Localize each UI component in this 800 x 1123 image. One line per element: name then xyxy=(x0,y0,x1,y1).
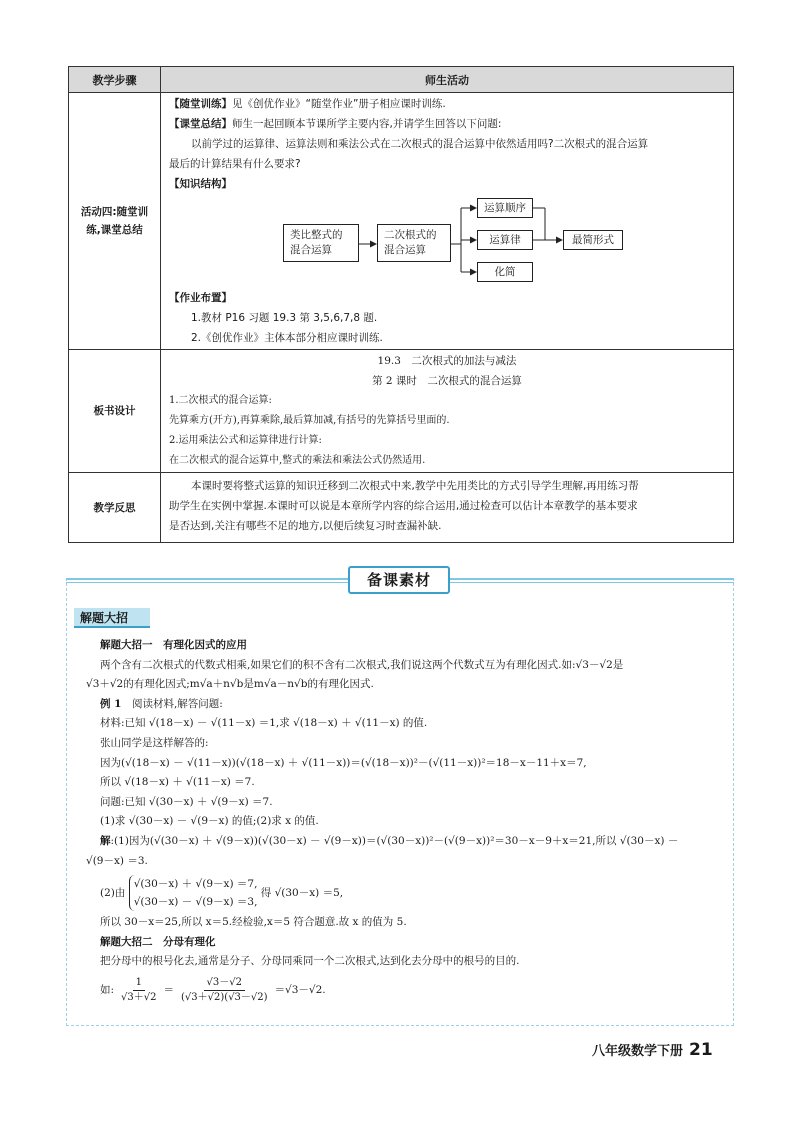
trick-one-desc-cont: √3＋√2的有理化因式;m√a＋n√b是m√a－n√b的有理化因式. xyxy=(86,678,374,691)
box-mixed-ops: 二次根式的混合运算 xyxy=(377,224,451,262)
trick-one-title: 解题大招一 有理化因式的应用 xyxy=(100,639,247,651)
step-board-design: 板书设计 xyxy=(69,350,161,473)
tips-tab: 解题大招 xyxy=(74,608,150,628)
fraction-numerator: 1 xyxy=(133,976,145,991)
header-activities: 师生活动 xyxy=(161,67,734,93)
table-row xyxy=(69,473,734,543)
fraction-numerator: √3－√2 xyxy=(204,976,245,991)
solution-label: 解 xyxy=(100,834,111,847)
board-line: 2.运用乘法公式和运算律进行计算: xyxy=(169,435,322,446)
so-line: 所以 √(18－x) ＋ √(11－x) ＝7. xyxy=(100,776,255,789)
board-line: 在二次根式的混合运算中,整式的乘法和乘法公式仍然适用. xyxy=(169,455,426,466)
homework-tag: 【作业布置】 xyxy=(169,292,232,304)
summary-line: 【课堂总结】师生一起回顾本节课所学主要内容,并请学生回答以下问题: xyxy=(169,118,502,130)
trick-two-desc: 把分母中的根号化去,通常是分子、分母同乘同一个二次根式,达到化去分母中的根号的目的. xyxy=(100,955,520,968)
knowledge-structure-tag: 【知识结构】 xyxy=(169,178,232,190)
summary-question-cont: 最后的计算结果有什么要求? xyxy=(169,158,301,170)
equals-sign: ＝ xyxy=(163,983,175,996)
table-row xyxy=(69,350,734,473)
example-label: 例 1 xyxy=(100,697,122,710)
system-eq: √(30－x) － √(9－x) ＝3, xyxy=(133,896,258,909)
board-title: 19.3 二次根式的加法与减法 xyxy=(377,355,517,367)
system-line: (2)由 √(30－x) ＋ √(9－x) ＝7, √(30－x) － √(9－x) ＝3, 得 √(30－x) ＝5, xyxy=(86,875,726,911)
page-number: 21 xyxy=(689,1040,713,1060)
solution-end: 所以 30－x＝25,所以 x＝5.经检验,x＝5 符合题意.故 x 的值为 5. xyxy=(100,916,407,929)
box-analogy: 类比整式的混合运算 xyxy=(283,224,359,262)
rationalize-example: 如: $\frac{1}{√3+√2}$ ＝ $\frac{√3-√2}{(√3+√2)(√3-√2)}$ ＝√3－√2. xyxy=(100,976,326,1003)
example-line: 例 1 阅读材料,解答问题: xyxy=(100,697,223,710)
fraction-denominator: √3＋√2 xyxy=(121,991,157,1003)
book-title: 八年级数学下册 xyxy=(592,1044,684,1059)
materials-content xyxy=(86,636,726,1005)
activity-content xyxy=(161,93,734,350)
zhang-line: 张山同学是这样解答的: xyxy=(100,736,209,749)
homework-item: 1.教材 P16 习题 19.3 第 3,5,6,7,8 题. xyxy=(191,312,378,324)
reflection-line: 是否达到,关注有哪些不足的地方,以便后续复习时查漏补缺. xyxy=(169,520,442,532)
reflection-line: 本课时要将整式运算的知识迁移到二次根式中来,教学中先用类比的方式引导学生理解,再用练习帮 xyxy=(191,480,639,492)
board-subtitle: 第 2 课时 二次根式的混合运算 xyxy=(372,375,522,387)
fraction xyxy=(178,976,271,1005)
page-footer xyxy=(592,1040,713,1060)
trick-one-desc: 两个含有二次根式的代数式相乘,如果它们的积不含有二次根式,我们说这两个代数式互为有理化因式.如:√3－√2是 xyxy=(100,658,624,671)
reflection-line: 助学生在实例中掌握.本课时可以说是本章所学内容的综合运用,通过检查可以估计本章教学的基本要求 xyxy=(169,500,638,512)
section-banner: 备课素材 xyxy=(348,566,450,594)
board-line: 先算乘方(开方),再算乘除,最后算加减,有括号的先算括号里面的. xyxy=(169,415,450,426)
system-eq: √(30－x) ＋ √(9－x) ＝7, xyxy=(133,878,258,891)
knowledge-structure-diagram xyxy=(283,198,783,284)
box-operation-order: 运算顺序 xyxy=(477,198,533,218)
homework-item: 2.《创优作业》主体本部分相应课时训练. xyxy=(191,332,383,344)
fraction xyxy=(118,976,159,1005)
table-header-row xyxy=(69,67,734,93)
table-row xyxy=(69,93,734,350)
trick-two-title: 解题大招二 分母有理化 xyxy=(100,935,216,948)
box-simplest-form: 最简形式 xyxy=(563,230,623,250)
practice-line: 【随堂训练】见《创优作业》“随堂作业”册子相应课时训练. xyxy=(169,98,446,110)
subquestion-line: (1)求 √(30－x) － √(9－x) 的值;(2)求 x 的值. xyxy=(100,815,319,828)
step-reflection: 教学反思 xyxy=(69,473,161,543)
reflection-content xyxy=(161,473,734,543)
solution-line-cont: √(9－x) ＝3. xyxy=(86,854,148,867)
box-operation-law: 运算律 xyxy=(477,230,533,250)
because-line: 因为(√(18－x) － √(11－x))(√(18－x) ＋ √(11－x))＝(√(18－x))²－(√(11－x))²＝18－x－11＋x＝7, xyxy=(100,756,587,769)
equation-system xyxy=(129,875,258,911)
question-line: 问题:已知 √(30－x) ＋ √(9－x) ＝7. xyxy=(100,795,273,808)
board-design-content xyxy=(161,350,734,473)
lesson-plan-table xyxy=(68,66,734,543)
summary-question: 以前学过的运算律、运算法则和乘法公式在二次根式的混合运算中依然适用吗?二次根式的混合运算 xyxy=(191,138,649,150)
board-line: 1.二次根式的混合运算: xyxy=(169,395,272,406)
header-teaching-step: 教学步骤 xyxy=(69,67,161,93)
step-activity-four: 活动四:随堂训练,课堂总结 xyxy=(69,93,161,350)
material-line: 材料:已知 √(18－x) － √(11－x) ＝1,求 √(18－x) ＋ √(11－x) 的值. xyxy=(100,717,428,730)
box-simplify: 化简 xyxy=(477,262,533,282)
fraction-denominator: (√3＋√2)(√3－√2) xyxy=(181,991,268,1003)
solution-line: 解:(1)因为(√(30－x) ＋ √(9－x))(√(30－x) － √(9－x))＝(√(30－x))²－(√(9－x))²＝30－x－9＋x＝21,所以 √(30－x) － xyxy=(100,834,679,847)
